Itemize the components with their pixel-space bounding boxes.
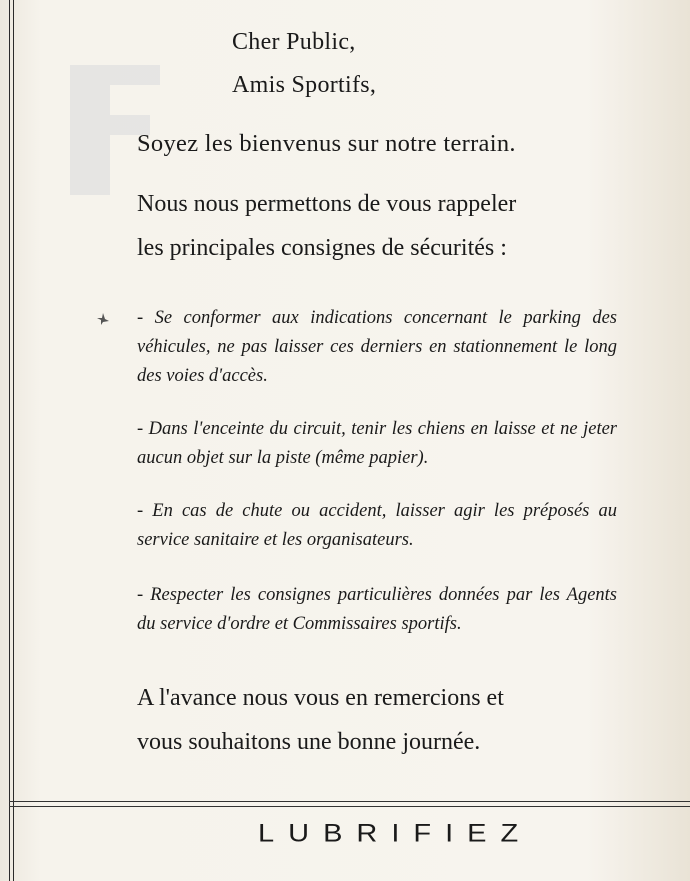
rule-item-accident: - En cas de chute ou accident, laisser agir les préposés au service sanitaire et les organisateurs.: [137, 501, 617, 550]
greeting-line-1: Cher Public,: [232, 29, 356, 55]
intro-line-1: Nous nous permettons de vous rappeler: [137, 191, 517, 217]
intro-line-2: les principales consignes de sécurités :: [137, 235, 507, 261]
rule-item-instructions: - Respecter les consignes particulières données par les Agents du service d'ordre et Commissaires sportifs.: [137, 585, 617, 634]
rule-item-parking: - Se conformer aux indications concernant le parking des véhicules, ne pas laisser ces derniers en stationnement le long des voies d'accès.: [137, 308, 617, 386]
greeting-line-2: Amis Sportifs,: [232, 72, 377, 98]
show-through-shape: [50, 45, 200, 195]
left-border-rule-inner: [13, 0, 14, 881]
ink-blot-mark: [96, 312, 110, 326]
footer-brand-text: LUBRIFIEZ: [258, 820, 533, 848]
closing-line-2: vous souhaitons une bonne journée.: [137, 729, 481, 755]
rule-item-dogs: - Dans l'enceinte du circuit, tenir les chiens en laisse et ne jeter aucun objet sur la piste (même papier).: [137, 419, 617, 468]
welcome-line: Soyez les bienvenus sur notre terrain.: [137, 130, 516, 157]
left-border-rule: [9, 0, 10, 881]
intro-paragraph: [137, 182, 617, 270]
closing-paragraph: [137, 676, 617, 764]
bottom-divider-bottom: [9, 806, 690, 807]
bottom-divider-top: [9, 801, 690, 802]
closing-line-1: A l'avance nous vous en remercions et: [137, 685, 504, 711]
